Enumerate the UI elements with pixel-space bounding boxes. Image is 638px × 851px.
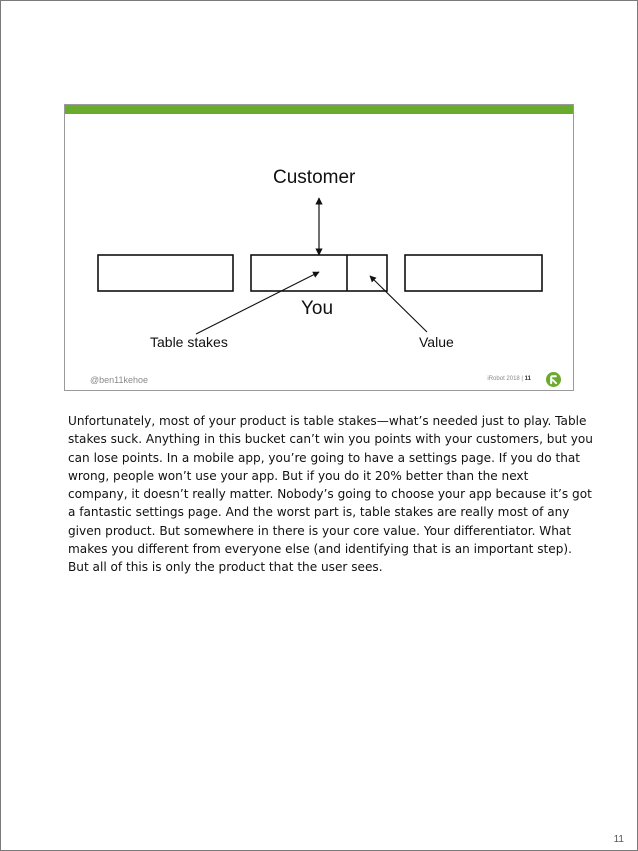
speaker-notes [68,412,593,577]
notes-line: makes you different from everyone else (and identifying that is an important step). [68,542,572,557]
notes-line: given product. But somewhere in there is your core value. Your differentiator. What [68,523,572,538]
right-product-box [405,255,542,291]
left-product-box [98,255,233,291]
you-label: You [301,298,334,319]
event-label: iRobot 2018 | [487,376,523,382]
notes-line: wrong, people won’t use your app. But if you do it 20% better than the next [68,468,529,483]
notes-line: can lose points. In a mobile app, you’re going to have a settings page. If you do that [68,450,581,465]
slide-footer-info [487,376,531,382]
slide-thumbnail [64,104,574,391]
page-number: 11 [613,834,624,845]
notes-line: company, it doesn’t really matter. Nobody’s going to choose your app because it’s got [68,487,592,502]
value-arrow [370,276,427,332]
twitter-handle: @ben11kehoe [90,375,149,385]
notes-line: stakes suck. Anything in this bucket can’t win you points with your customers, but you [68,432,593,447]
notes-line: Unfortunately, most of your product is table stakes—what’s needed just to play. Table [68,414,587,428]
you-product-box [251,255,387,291]
table-stakes-label: Table stakes [150,334,228,350]
value-label: Value [419,334,454,350]
slide-number: 11 [524,376,531,382]
irobot-logo-icon [546,372,561,387]
customer-label: Customer [273,167,356,188]
value-diagram [65,105,574,391]
notes-line: a fantastic settings page. And the worst part is, table stakes are really most of any [68,505,570,520]
notes-line: But all of this is only the product that the user sees. [68,560,383,575]
